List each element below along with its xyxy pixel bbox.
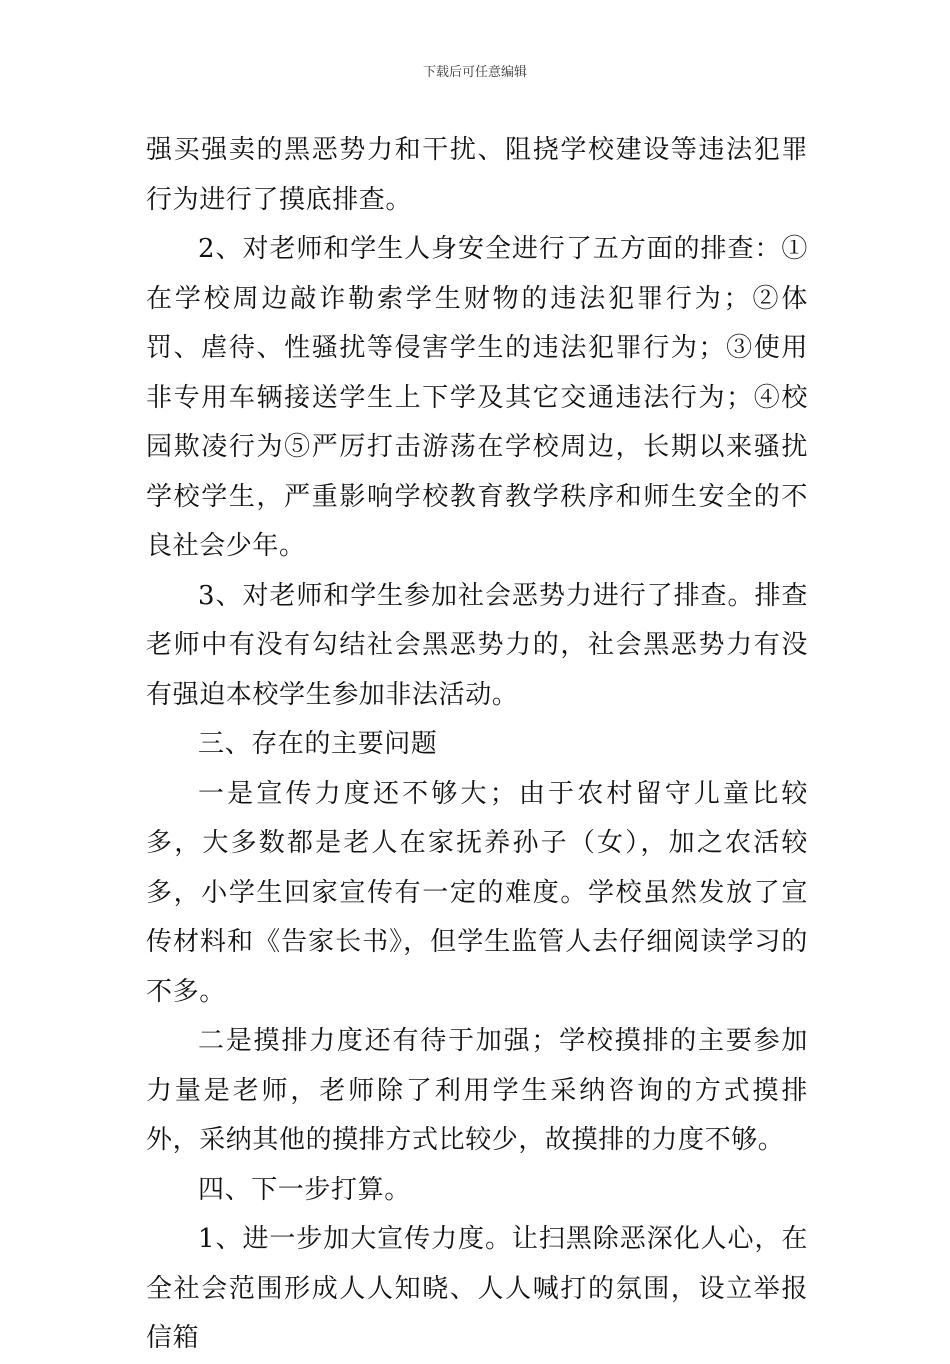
paragraph-5: 一是宣传力度还不够大；由于农村留守儿童比较多，大多数都是老人在家抚养孙子（女），加之农活较多，小学生回家宣传有一定的难度。学校虽然发放了宣传材料和《告家长书》，但学生监管人去仔细阅读学习的不多。 — [146, 778, 808, 1007]
document-body — [146, 126, 808, 1364]
paragraph-3: 3、对老师和学生参加社会恶势力进行了排查。排查老师中有没有勾结社会黑恶势力的，社会黑恶势力有没有强迫本校学生参加非法活动。 — [146, 580, 808, 710]
section-heading-4: 四、下一步打算。 — [198, 1174, 411, 1205]
paragraph-6: 二是摸排力度还有待于加强；学校摸排的主要参加力量是老师，老师除了利用学生采纳咨询的方式摸排外，采纳其他的摸排方式比较少，故摸排的力度不够。 — [146, 1026, 808, 1155]
page-header: 下载后可任意编辑 — [422, 65, 527, 80]
paragraph-8: 1、进一步加大宣传力度。让扫黑除恶深化人心，在全社会范围形成人人知晓、人人喊打的氛围，设立举报信箱 — [146, 1224, 808, 1353]
section-heading-3: 三、存在的主要问题 — [198, 729, 438, 759]
paragraph-2: 2、对老师和学生人身安全进行了五方面的排查：①在学校周边敲诈勒索学生财物的违法犯罪行为；②体罚、虐待、性骚扰等侵害学生的违法犯罪行为；③使用非专用车辆接送学生上下学及其它交通违法行为；④校园欺凌行为⑤严厉打击游荡在学校周边，长期以来骚扰学校学生，严重影响学校教育教学秩序和师生安全的不良社会少年。 — [146, 234, 808, 561]
paragraph-1: 强买强卖的黑恶势力和干扰、阻挠学校建设等违法犯罪行为进行了摸底排查。 — [146, 135, 808, 215]
